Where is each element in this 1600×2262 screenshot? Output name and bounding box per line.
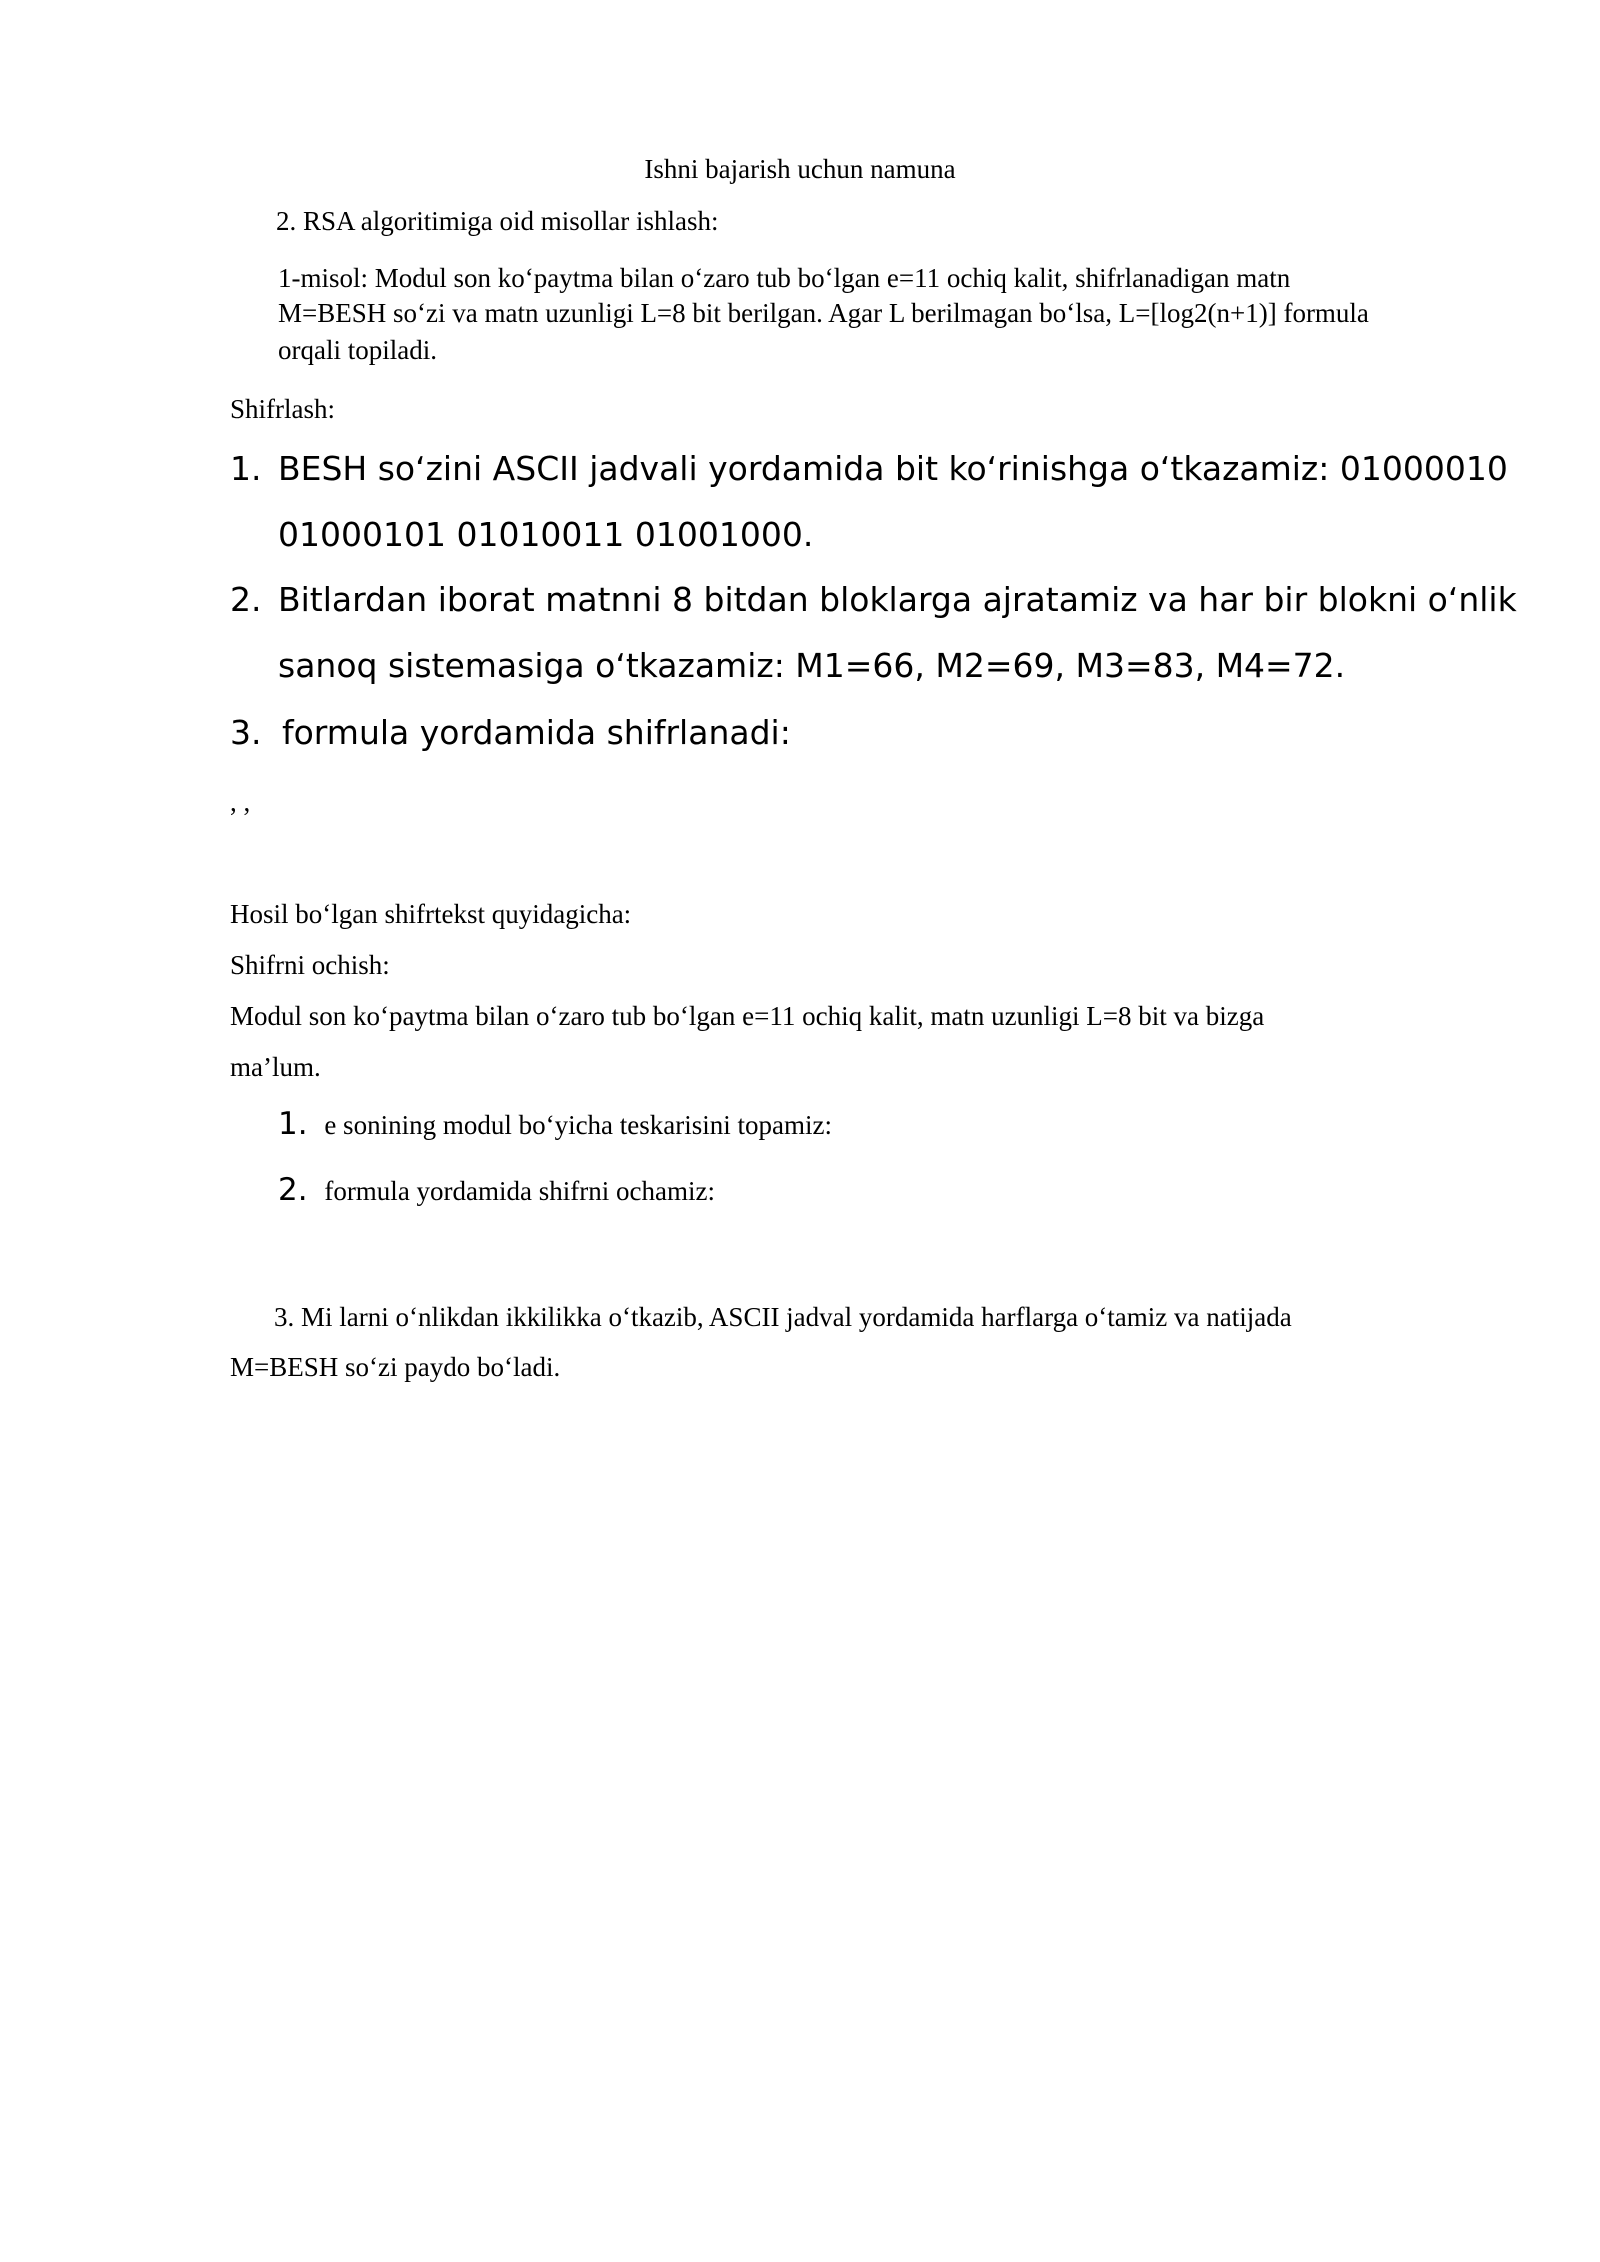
encryption-heading: Shifrlash: bbox=[230, 394, 335, 424]
step-number: 1. bbox=[230, 449, 262, 488]
step-number: 2. bbox=[278, 1172, 308, 1208]
example-line-1: 1-misol: Modul son ko‘paytma bilan o‘zaro tub bo‘lgan e=11 ochiq kalit, shifrlanadigan matn bbox=[278, 263, 1291, 293]
document-title: Ishni bajarish uchun namuna bbox=[644, 154, 956, 184]
step-text-line-1: BESH so‘zini ASCII jadvali yordamida bit ko‘rinishga o‘tkazamiz: 01000010 bbox=[278, 449, 1508, 488]
task-heading: 2. RSA algoritimiga oid misollar ishlash: bbox=[276, 206, 719, 236]
example-line-3: orqali topiladi. bbox=[278, 335, 437, 365]
formula-commas: , , bbox=[230, 787, 251, 817]
step-text-line-2: 01000101 01010011 01001000. bbox=[278, 515, 814, 554]
final-line-1: 3. Mi larni o‘nlikdan ikkilikka o‘tkazib, ASCII jadval yordamida harflarga o‘tamiz va natijada bbox=[274, 1302, 1292, 1332]
step-number: 2. bbox=[230, 580, 262, 619]
decryption-step-1 bbox=[278, 1107, 832, 1142]
final-line-2: M=BESH so‘zi paydo bo‘ladi. bbox=[230, 1352, 561, 1382]
decryption-intro-line-2: ma’lum. bbox=[230, 1052, 321, 1082]
step-text-line-1: Bitlardan iborat matnni 8 bitdan bloklarga ajratamiz va har bir blokni o‘nlik bbox=[278, 580, 1517, 619]
step-number: 3. bbox=[230, 713, 262, 752]
ciphertext-line: Hosil bo‘lgan shifrtekst quyidagicha: bbox=[230, 899, 632, 929]
step-text-line-2: sanoq sistemasiga o‘tkazamiz: M1=66, M2=69, M3=83, M4=72. bbox=[278, 646, 1346, 685]
decryption-intro-line-1: Modul son ko‘paytma bilan o‘zaro tub bo‘lgan e=11 ochiq kalit, matn uzunligi L=8 bit va bizga bbox=[230, 1001, 1265, 1031]
encryption-step-3 bbox=[230, 700, 791, 766]
step-text: formula yordamida shifrni ochamiz: bbox=[324, 1176, 715, 1206]
step-text: e sonining modul bo‘yicha teskarisini topamiz: bbox=[324, 1110, 832, 1140]
encryption-step-2 bbox=[230, 567, 1517, 699]
example-line-2: M=BESH so‘zi va matn uzunligi L=8 bit berilgan. Agar L berilmagan bo‘lsa, L=[log2(n+1)] formula bbox=[278, 298, 1369, 328]
step-text: formula yordamida shifrlanadi: bbox=[282, 713, 791, 752]
step-number: 1. bbox=[278, 1106, 308, 1142]
decryption-heading: Shifrni ochish: bbox=[230, 950, 390, 980]
encryption-step-1 bbox=[230, 436, 1508, 568]
decryption-step-2 bbox=[278, 1173, 715, 1208]
